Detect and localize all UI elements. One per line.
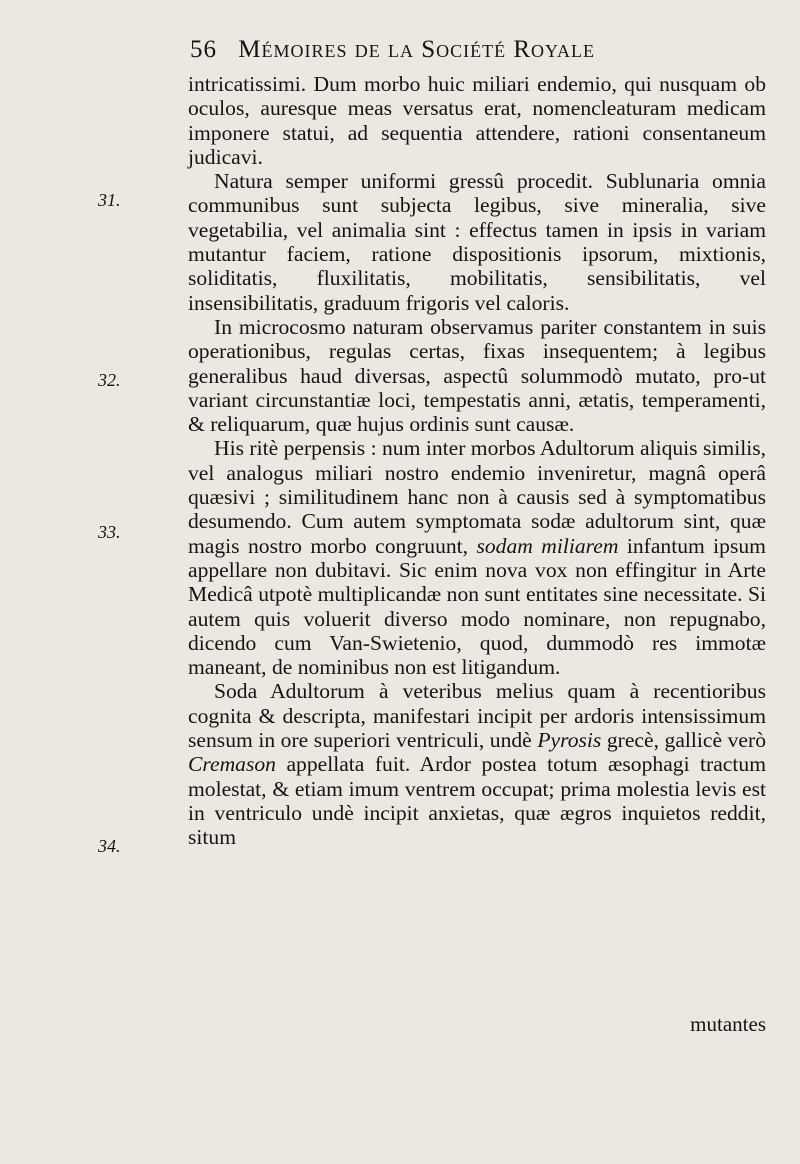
paragraph-34 <box>188 679 766 849</box>
paragraph-32: In microcosmo naturam observamus pariter constantem in suis operationibus, regulas certas, fixas insequentem; à legibus generalibus haud diversas, aspectû solummodò mutato, pro-ut variant circunstantiæ loci, tempestatis anni, ætatis, temperamenti, & reliquarum, quæ hujus ordinis sunt causæ. <box>188 314 766 437</box>
catchword: mutantes <box>690 1012 766 1036</box>
paragraph-33 <box>188 436 766 679</box>
paragraph-number-33: 33. <box>98 522 121 542</box>
paragraph-number-32: 32. <box>98 370 121 390</box>
running-header <box>190 36 770 64</box>
paragraph-number-34: 34. <box>98 836 121 856</box>
page-number: 56 <box>190 36 217 63</box>
paragraph-34-text-c: appellata fuit. Ardor postea totum æsophagi tractum molestat, & etiam imum ventrem occupat; prima molestia levis est in ventriculo undè incipit anxietas, quæ ægros inquietos reddit, situm <box>188 752 766 850</box>
paragraph-33-italic: sodam miliarem <box>476 533 619 558</box>
paragraph-33-text-a: His ritè perpensis : num inter morbos Adultorum aliquis similis, vel analogus miliari nostro endemio inveniretur, magnâ operâ quæsivi ; similitudinem hanc non à causis sed à symptomatibus desumendo. Cum autem symptomata sodæ adultorum sint, quæ magis nostro morbo congruunt, <box>188 436 766 558</box>
paragraph-31: Natura semper uniformi gressû procedit. Sublunaria omnia communibus sunt subjecta legibus, sive mineralia, sive vegetabilia, vel animalia sint : effectus tamen in ipsis in variam mutantur faciem, ratione dispositionis ipsorum, mixtionis, soliditatis, fluxilitatis, mobilitatis, sensibilitatis, vel insensibilitatis, graduum frigoris vel caloris. <box>188 169 766 315</box>
paragraph-number-31: 31. <box>98 190 121 210</box>
paragraph-34-italic-pyrosis: Pyrosis <box>537 728 602 753</box>
body-text <box>188 72 766 850</box>
running-title: Mémoires de la Société Royale <box>238 36 596 63</box>
paragraph-34-italic-cremason: Cremason <box>188 752 276 777</box>
paragraph-34-text-b: grecè, gallicè verò <box>601 728 766 753</box>
paragraph-33-text-b: infantum ipsum appellare non dubitavi. Sic enim nova vox non effingitur in Arte Medicâ utpotè multiplicandæ non sunt entitates sine necessitate. Si autem quis voluerit diverso modo nominare, non repugnabo, dicendo cum Van-Swietenio, quod, dummodò res immotæ maneant, de nominibus non est litigandum. <box>188 533 766 680</box>
paragraph-continued: intricatissimi. Dum morbo huic miliari endemio, qui nusquam ob oculos, auresque meas versatus erat, nomencleaturam medicam imponere statui, ad sequentia attendere, rationi consentaneum judicavi. <box>188 72 766 169</box>
paragraph-34-text-a: Soda Adultorum à veteribus melius quam à recentioribus cognita & descripta, manifestari incipit per ardoris intensissimum sensum in ore superiori ventriculi, undè <box>188 679 766 753</box>
